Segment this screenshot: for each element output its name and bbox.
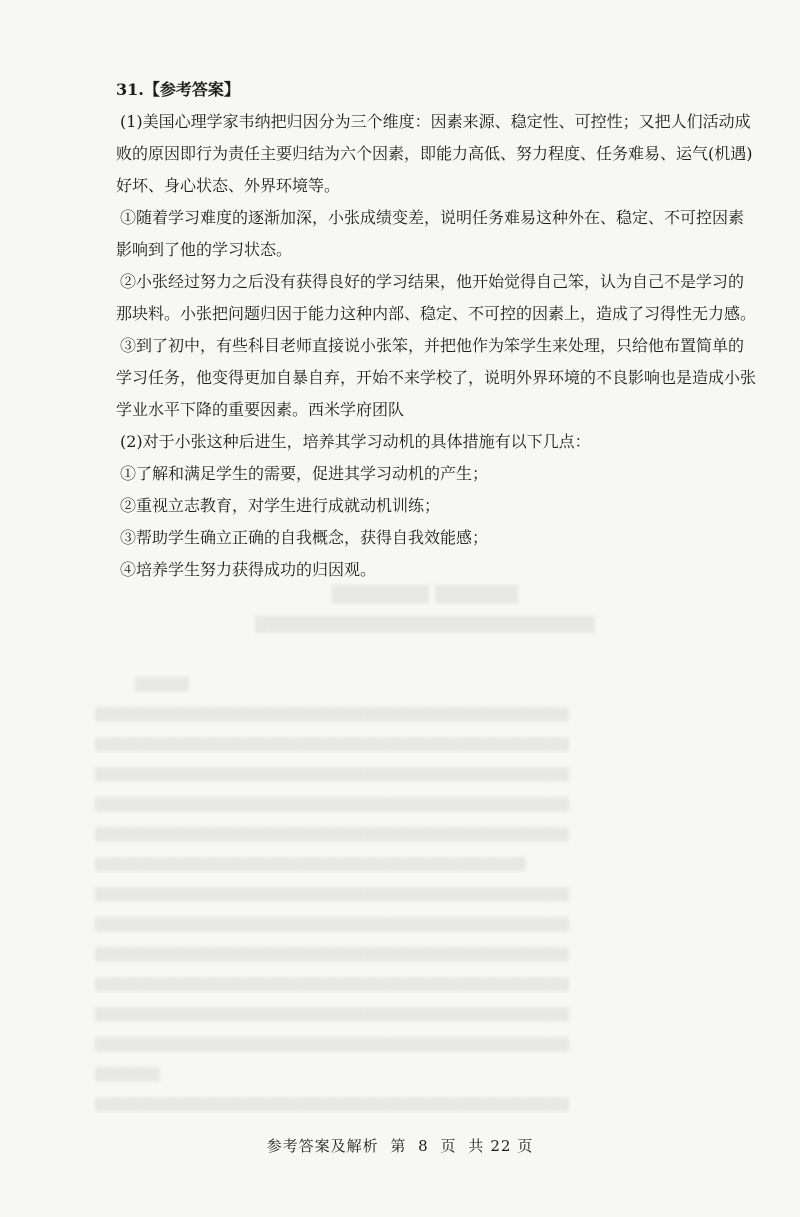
footer-page-suffix: 页 (440, 1137, 457, 1155)
page-footer (0, 1135, 800, 1156)
answer-paragraph-8: ③帮助学生确立正确的自我概念，获得自我效能感； (120, 528, 489, 547)
footer-page-prefix: 第 (390, 1137, 407, 1155)
footer-total-pages: 22 (490, 1137, 512, 1155)
footer-total-suffix: 页 (517, 1137, 534, 1155)
bleed-through-text: ▇▇▇▇▇▇▇ ▇▇▇▇▇▇ ▇▇▇▇▇▇▇▇▇▇▇▇▇▇▇▇▇▇▇▇▇▇▇▇▇▇ ▇▇▇▇▇ ▇▇▇▇▇▇▇▇▇▇▇▇▇▇▇▇▇▇▇▇▇▇▇▇▇▇▇▇▇▇▇▇▇▇▇▇▇▇▇▇▇▇▇▇ ▇▇▇▇▇▇▇▇▇▇▇▇▇▇▇▇▇▇▇▇▇▇▇▇▇▇▇▇▇▇▇▇▇▇▇▇▇▇▇▇▇▇▇▇ ▇▇▇▇▇▇▇▇▇▇▇▇▇▇▇▇▇▇▇▇▇▇▇▇▇▇▇▇▇▇▇▇▇▇▇▇▇▇▇▇▇▇▇▇ ▇▇▇▇▇▇▇▇▇▇▇▇▇▇▇▇▇▇▇▇▇▇▇▇▇▇▇▇▇▇▇▇▇▇▇▇▇▇▇▇▇▇▇▇ ▇▇▇▇▇▇▇▇▇▇▇▇▇▇▇▇▇▇▇▇▇▇▇▇▇▇▇▇▇▇▇▇▇▇▇▇▇▇▇▇▇▇▇▇ ▇▇▇▇▇▇▇▇▇▇▇▇▇▇▇▇▇▇▇▇▇▇▇▇▇▇▇▇▇▇▇▇▇▇▇▇▇▇▇▇ ▇▇▇▇▇▇▇▇▇▇▇▇▇▇▇▇▇▇▇▇▇▇▇▇▇▇▇▇▇▇▇▇▇▇▇▇▇▇▇▇▇▇▇▇ ▇▇▇▇▇▇▇▇▇▇▇▇▇▇▇▇▇▇▇▇▇▇▇▇▇▇▇▇▇▇▇▇▇▇▇▇▇▇▇▇▇▇▇▇ ▇▇▇▇▇▇▇▇▇▇▇▇▇▇▇▇▇▇▇▇▇▇▇▇▇▇▇▇▇▇▇▇▇▇▇▇▇▇▇▇▇▇▇▇ ▇▇▇▇▇▇▇▇▇▇▇▇▇▇▇▇▇▇▇▇▇▇▇▇▇▇▇▇▇▇▇▇▇▇▇▇▇▇▇▇▇▇▇▇ ▇▇▇▇▇▇▇▇▇▇▇▇▇▇▇▇▇▇▇▇▇▇▇▇▇▇▇▇▇▇▇▇▇▇▇▇▇▇▇▇▇▇▇▇ ▇▇▇▇▇▇▇▇▇▇▇▇▇▇▇▇▇▇▇▇▇▇▇▇▇▇▇▇▇▇▇▇▇▇▇▇▇▇▇▇▇▇▇▇ ▇▇▇▇▇▇ ▇▇▇▇▇▇▇▇▇▇▇▇▇▇▇▇▇▇▇▇▇▇▇▇▇▇▇▇▇▇▇▇▇▇▇▇▇▇▇▇▇▇▇▇ (95, 583, 595, 1112)
question-number: 31. (116, 80, 144, 99)
answer-heading-label: 【参考答案】 (143, 80, 240, 99)
answer-paragraph-4: ③到了初中，有些科目老师直接说小张笨，并把他作为笨学生来处理，只给他布置简单的学习任务，他变得更加自暴自弃，开始不来学校了，说明外界环境的不良影响也是造成小张学业水平下降的重要因素。西米学府团队 (116, 336, 757, 419)
answer-paragraph-5: (2)对于小张这种后进生，培养其学习动机的具体措施有以下几点： (120, 432, 591, 451)
answer-paragraph-3: ②小张经过努力之后没有获得良好的学习结果，他开始觉得自己笨，认为自己不是学习的那块料。小张把问题归因于能力这种内部、稳定、不可控的因素上，造成了习得性无力感。 (116, 272, 757, 323)
footer-total-prefix: 共 (468, 1137, 485, 1155)
answer-heading (116, 74, 756, 106)
answer-paragraph-6: ①了解和满足学生的需要，促进其学习动机的产生； (120, 464, 489, 483)
footer-page-number: 8 (418, 1137, 429, 1155)
answer-paragraph-7: ②重视立志教育，对学生进行成就动机训练； (120, 496, 441, 515)
answer-paragraph-9: ④培养学生努力获得成功的归因观。 (120, 560, 377, 579)
answer-paragraph-1: (1)美国心理学家韦纳把归因分为三个维度：因素来源、稳定性、可控性；又把人们活动成败的原因即行为责任主要归结为六个因素，即能力高低、努力程度、任务难易、运气(机遇)好坏、身心状态、外界环境等。 (116, 112, 753, 195)
answer-paragraph-2: ①随着学习难度的逐渐加深，小张成绩变差，说明任务难易这种外在、稳定、不可控因素影响到了他的学习状态。 (116, 208, 745, 259)
footer-title: 参考答案及解析 (266, 1137, 379, 1155)
answer-block (116, 74, 756, 586)
